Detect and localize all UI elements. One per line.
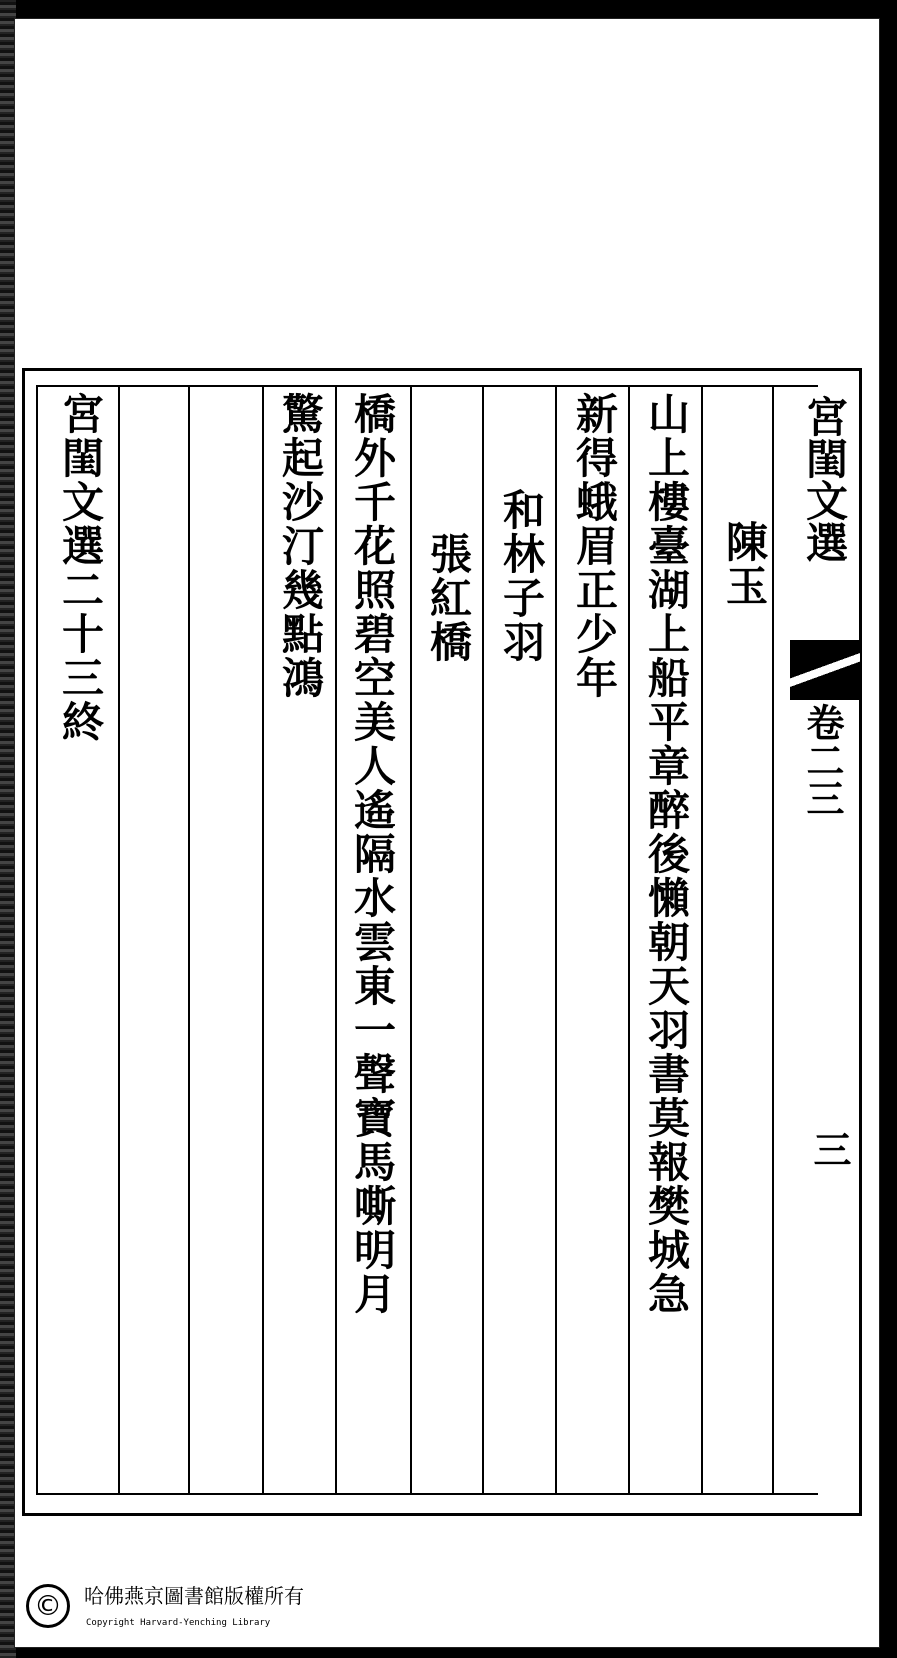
copyright-english: Copyright Harvard-Yenching Library <box>86 1618 271 1628</box>
volume-end-note: 宮閨文選二十三終 <box>56 392 105 744</box>
column-rule <box>628 387 630 1495</box>
copyright-chinese: 哈佛燕京圖書館版權所有 <box>84 1584 304 1608</box>
author-chen-yu: 陳玉 <box>720 520 769 608</box>
column-rule <box>701 387 703 1495</box>
column-rule <box>772 387 774 1495</box>
poem-line-4: 驚起沙汀幾點鴻 <box>276 392 325 700</box>
fish-tail-mark <box>790 640 860 700</box>
poem-title: 和林子羽 <box>497 488 546 664</box>
author-zhang-hongqiao: 張紅橋 <box>424 532 473 664</box>
column-rule <box>555 387 557 1495</box>
copyright-icon: © <box>26 1584 70 1628</box>
poem-line-2: 新得蛾眉正少年 <box>570 392 619 700</box>
column-rule <box>410 387 412 1495</box>
poem-line-1: 山上樓臺湖上船平章醉後懶朝天羽書莫報樊城急 <box>642 392 691 1316</box>
banner-juan-label: 卷二三 <box>800 703 845 817</box>
banner-page-number: 三 <box>807 1130 852 1168</box>
column-rule <box>335 387 337 1495</box>
column-rule <box>482 387 484 1495</box>
column-rule <box>118 387 120 1495</box>
page-banner <box>790 385 860 1495</box>
column-rule <box>262 387 264 1495</box>
poem-line-3: 橋外千花照碧空美人遙隔水雲東一聲寶馬嘶明月 <box>348 392 397 1316</box>
column-rule <box>188 387 190 1495</box>
copyright-stamp <box>18 1578 398 1648</box>
banner-book-title: 宮閨文選 <box>800 395 849 563</box>
